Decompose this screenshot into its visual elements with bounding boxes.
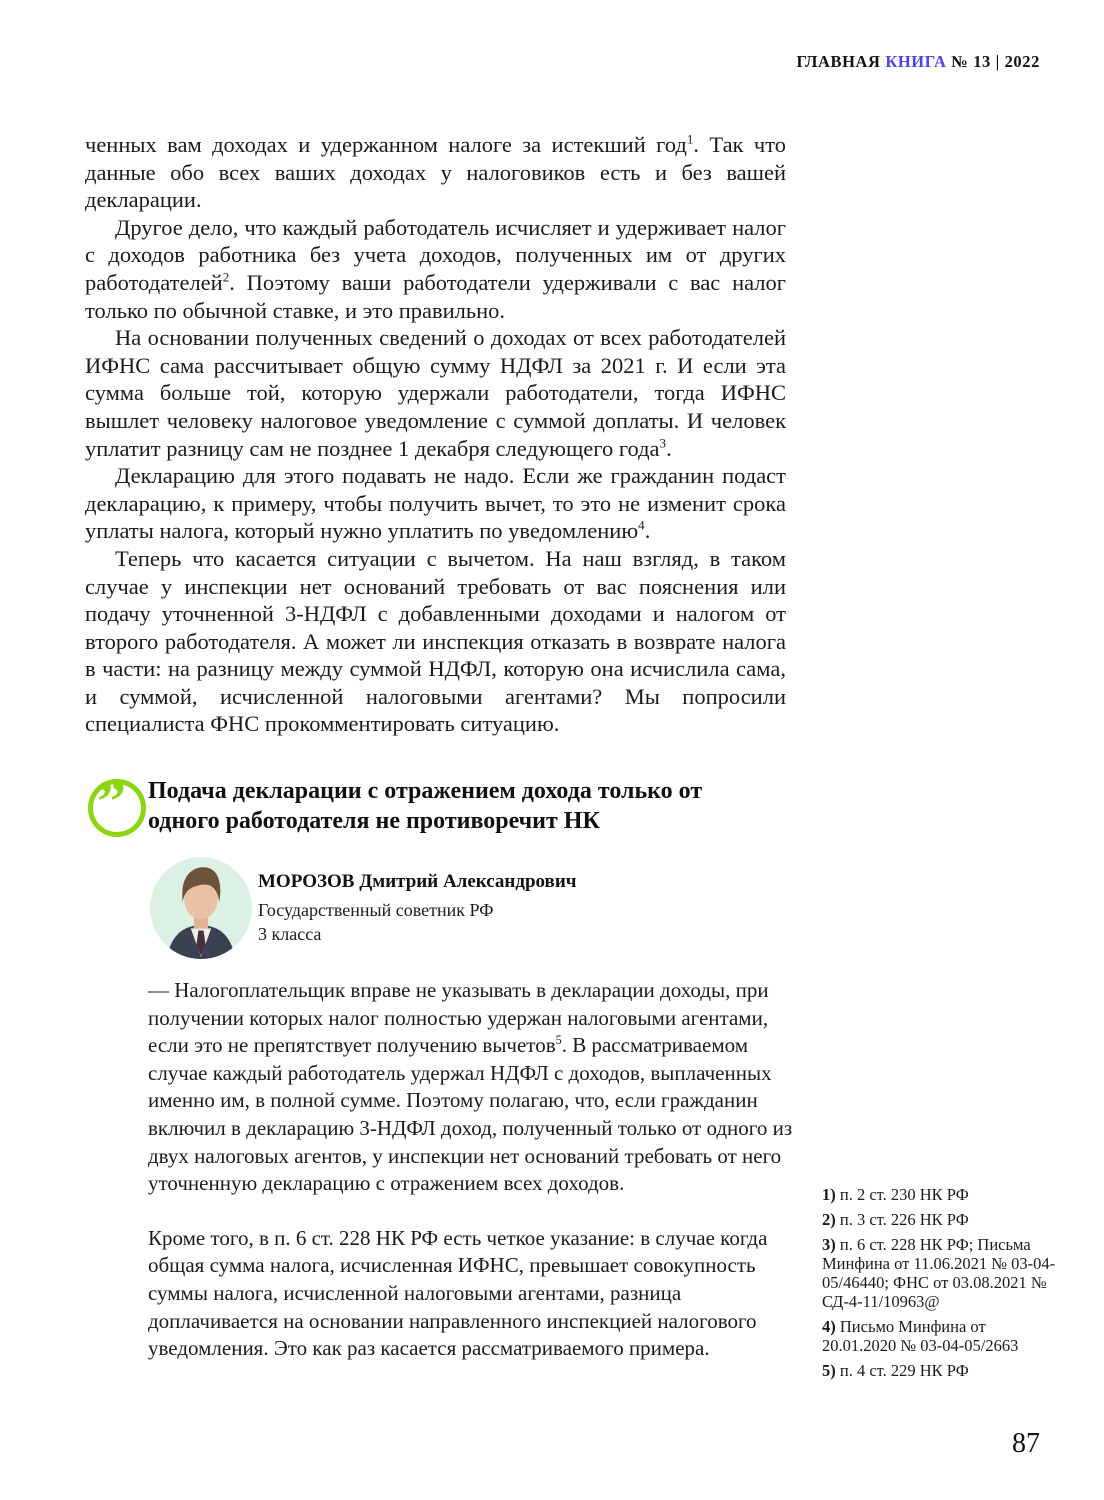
footnote-item	[822, 1317, 1062, 1355]
footnote-text: п. 2 ст. 230 НК РФ	[839, 1185, 969, 1204]
footnote-number: 5)	[822, 1361, 836, 1380]
footnote-text: п. 4 ст. 229 НК РФ	[839, 1361, 969, 1380]
article-paragraph: ченных вам доходах и удержанном налоге за истекший год$^1$. Так что данные обо всех ваших доходах у налоговиков есть и без вашей декларации.	[85, 131, 786, 213]
article-paragraph: Декларацию для этого подавать не надо. Если же гражданин подаст декларацию, к примеру, чтобы получить вычет, то это не изменит срока уплаты налога, который нужно уплатить по уведомлению$^4$.	[85, 463, 786, 544]
quote-heading: Подача декларации с отражением дохода только от одного работодателя не противоречит НК	[148, 778, 703, 834]
magazine-header	[796, 52, 1040, 72]
footnote-text: Письмо Минфина от 20.01.2020 № 03-04-05/2663	[822, 1317, 1019, 1355]
brand-name-blue: КНИГА	[885, 52, 947, 71]
article-paragraph: Другое дело, что каждый работодатель исчисляет и удерживает налог с доходов работника без учета доходов, полученных им от других работодателей$^2$. Поэтому ваши работодатели удерживали с вас налог только по обычной ставке, и это правильно.	[85, 214, 786, 323]
article-body	[85, 131, 786, 738]
portrait-illustration	[150, 857, 252, 959]
expert-title-line2: 3 класса	[258, 924, 322, 944]
quote-paragraph: — Налогоплательщик вправе не указывать в декларации доходы, при получении которых налог полностью удержан налоговыми агентами, если это не препятствует получению вычетов$^5$. В рассматриваемом случае каждый работодатель удержал НДФЛ с доходов, выплаченных именно им, в полной сумме. Поэтому полагаю, что, если гражданин включил в декларацию 3-НДФЛ доход, полученный только от одного из двух налоговых агентов, у инспекции нет оснований требовать от него уточненную декларацию с отражением всех доходов.	[148, 978, 793, 1196]
footnote-item	[822, 1235, 1062, 1311]
issue-number: № 13 | 2022	[951, 52, 1040, 71]
footnote-number: 2)	[822, 1210, 836, 1229]
quote-icon	[88, 769, 146, 837]
footnote-text: п. 3 ст. 226 НК РФ	[839, 1210, 969, 1229]
expert-portrait-photo	[150, 857, 252, 959]
footnote-item	[822, 1185, 1062, 1204]
article-paragraph: Теперь что касается ситуации с вычетом. На наш взгляд, в таком случае у инспекции нет оснований требовать от вас пояснения или подачу уточненной 3-НДФЛ с добавленными доходами и налогом от второго работодателя. А может ли инспекция отказать в возврате налога в части: на разницу между суммой НДФЛ, которую она исчислила сама, и суммой, исчисленной налоговыми агентами? Мы попросили специалиста ФНС прокомментировать ситуацию.	[85, 545, 786, 737]
page-number: 87	[1012, 1428, 1040, 1459]
footnote-item	[822, 1361, 1062, 1380]
footnote-number: 3)	[822, 1235, 836, 1254]
quote-paragraph: Кроме того, в п. 6 ст. 228 НК РФ есть четкое указание: в случае когда общая сумма налога, исчисленная ИФНС, превышает совокупность суммы налога, исчисленной налоговыми агентами, разница доплачивается на основании направленного инспекцией налогового уведомления. Это как раз касается рассматриваемого примера.	[148, 1225, 768, 1361]
brand-name-black: ГЛАВНАЯ	[796, 52, 881, 71]
quote-marks-glyph: ”	[97, 769, 124, 834]
footnote-number: 1)	[822, 1185, 836, 1204]
expert-info	[258, 871, 778, 946]
article-paragraph: На основании полученных сведений о доходах от всех работодателей ИФНС сама рассчитывает общую сумму НДФЛ за 2021 г. И если эта сумма больше той, которую удержали работодатели, тогда ИФНС вышлет человеку налоговое уведомление с суммой доплаты. И человек уплатит разницу сам не позднее 1 декабря следующего года$^3$.	[85, 325, 786, 461]
expert-name: МОРОЗОВ Дмитрий Александрович	[258, 871, 577, 892]
footnotes-sidebar	[822, 1185, 1062, 1386]
expert-title-line1: Государственный советник РФ	[258, 900, 494, 920]
footnote-item	[822, 1210, 1062, 1229]
quote-body	[148, 977, 806, 1390]
footnote-text: п. 6 ст. 228 НК РФ; Письма Минфина от 11.06.2021 № 03-04-05/46440; ФНС от 03.08.2021 № СД-4-11/10963@	[822, 1235, 1056, 1311]
footnote-number: 4)	[822, 1317, 836, 1336]
